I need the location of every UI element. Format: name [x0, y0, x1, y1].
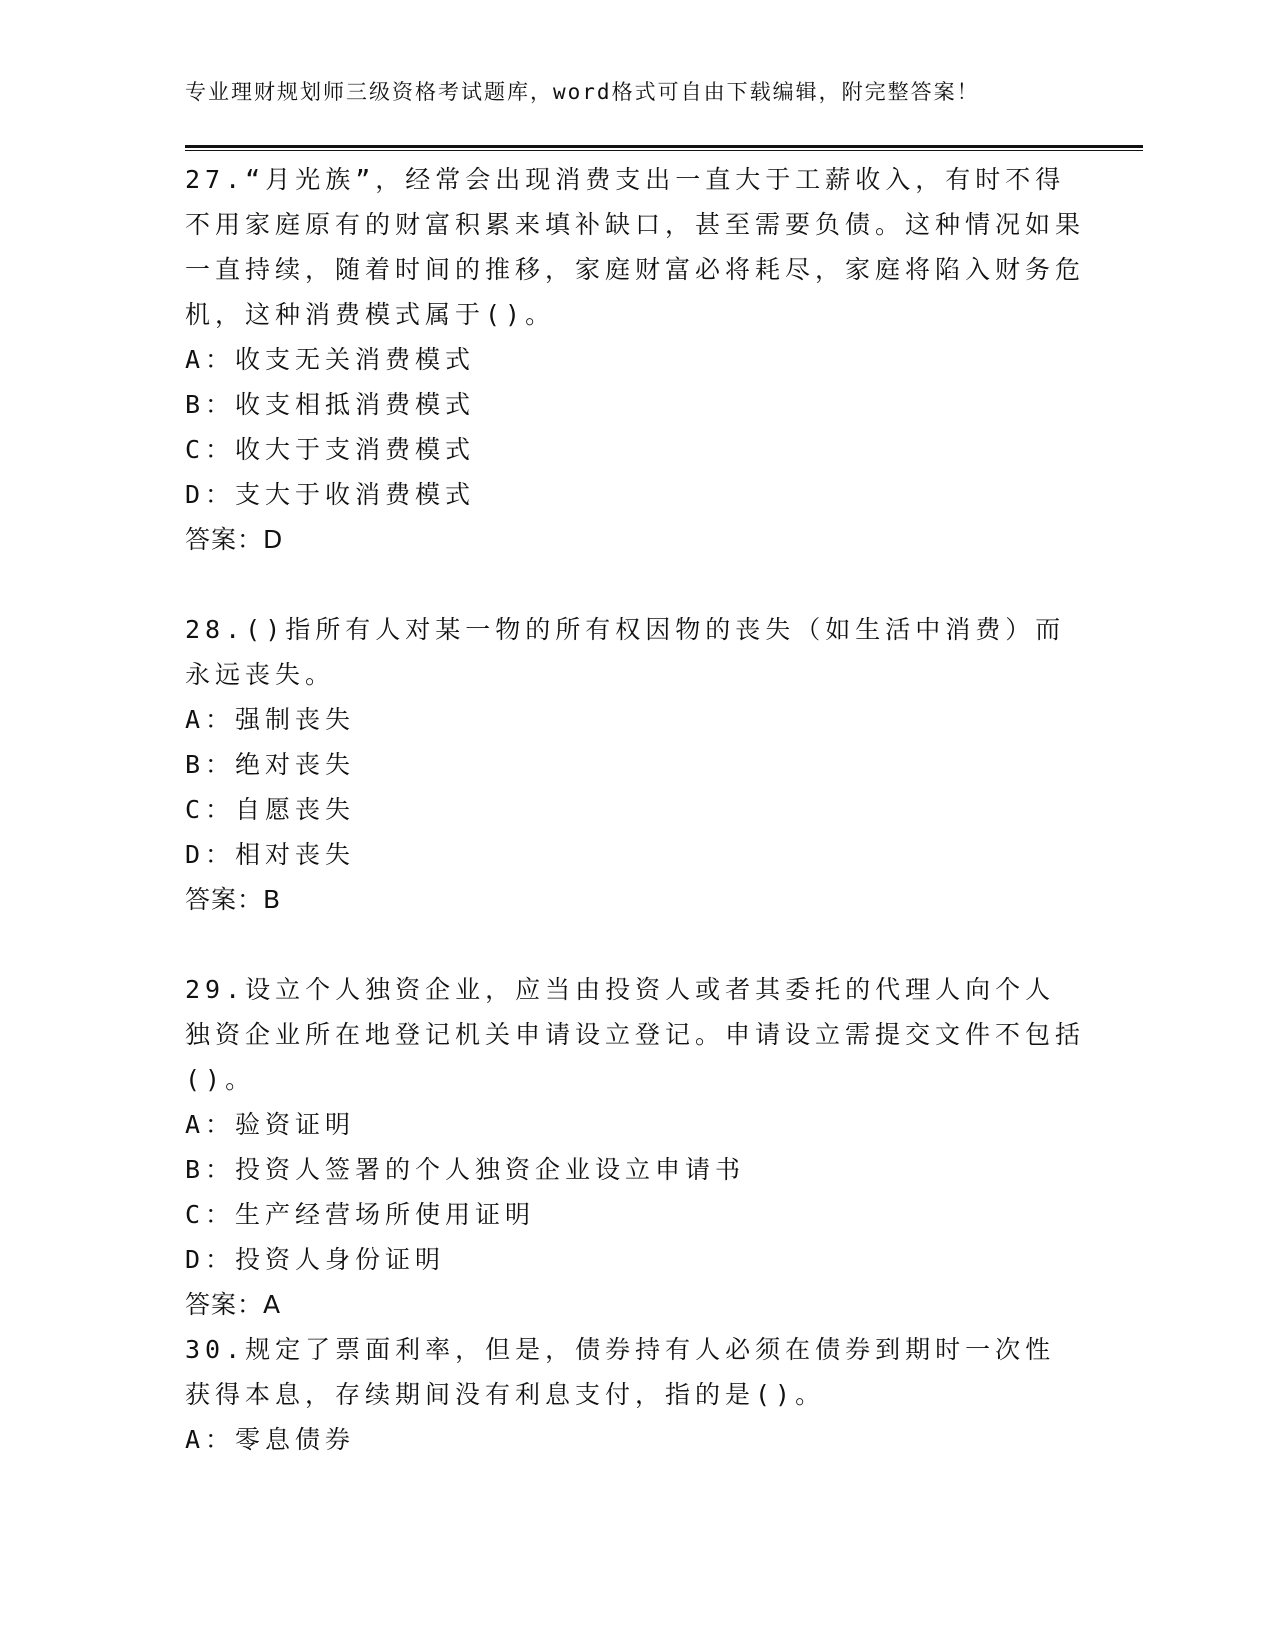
option-a: A：验资证明	[185, 1110, 356, 1139]
answer-line: 答案：A	[185, 1290, 282, 1319]
question-text	[185, 967, 1085, 1102]
option-c: C：收大于支消费模式	[185, 435, 476, 464]
option-c: C：自愿丧失	[185, 795, 356, 824]
question-body: 设立个人独资企业，应当由投资人或者其委托的代理人向个人独资企业所在地登记机关申请设立登记。申请设立需提交文件不包括()。	[185, 975, 1086, 1094]
question-body: ()指所有人对某一物的所有权因物的丧失（如生活中消费）而永远丧失。	[185, 615, 1066, 689]
question-text	[185, 157, 1085, 337]
option-a: A：收支无关消费模式	[185, 345, 476, 374]
question-number: 27.	[185, 165, 246, 194]
answer-line: 答案：D	[185, 525, 284, 554]
header-divider-thin	[185, 150, 1143, 151]
option-c: C：生产经营场所使用证明	[185, 1200, 536, 1229]
header-divider-thick	[185, 145, 1143, 148]
option-d: D：相对丧失	[185, 840, 356, 869]
page-header: 专业理财规划师三级资格考试题库，word格式可自由下载编辑，附完整答案！	[185, 80, 980, 104]
question-body: “月光族”，经常会出现消费支出一直大于工薪收入，有时不得不用家庭原有的财富积累来填补缺口，甚至需要负债。这种情况如果一直持续，随着时间的推移，家庭财富必将耗尽，家庭将陷入财务危机，这种消费模式属于()。	[185, 165, 1086, 329]
option-a: A：零息债券	[185, 1425, 356, 1454]
question-text	[185, 1327, 1085, 1417]
question-number: 28.	[185, 615, 246, 644]
question-28	[185, 607, 1085, 922]
question-number: 29.	[185, 975, 246, 1004]
option-b: B：投资人签署的个人独资企业设立申请书	[185, 1155, 746, 1184]
option-d: D：投资人身份证明	[185, 1245, 446, 1274]
question-29	[185, 967, 1085, 1327]
question-number: 30.	[185, 1335, 246, 1364]
answer-line: 答案：B	[185, 885, 282, 914]
question-27	[185, 157, 1085, 562]
option-b: B：收支相抵消费模式	[185, 390, 476, 419]
question-body: 规定了票面利率，但是，债券持有人必须在债券到期时一次性获得本息，存续期间没有利息支付，指的是()。	[185, 1335, 1056, 1409]
question-30	[185, 1327, 1085, 1462]
question-text	[185, 607, 1085, 697]
option-d: D：支大于收消费模式	[185, 480, 476, 509]
option-b: B：绝对丧失	[185, 750, 356, 779]
option-a: A：强制丧失	[185, 705, 356, 734]
